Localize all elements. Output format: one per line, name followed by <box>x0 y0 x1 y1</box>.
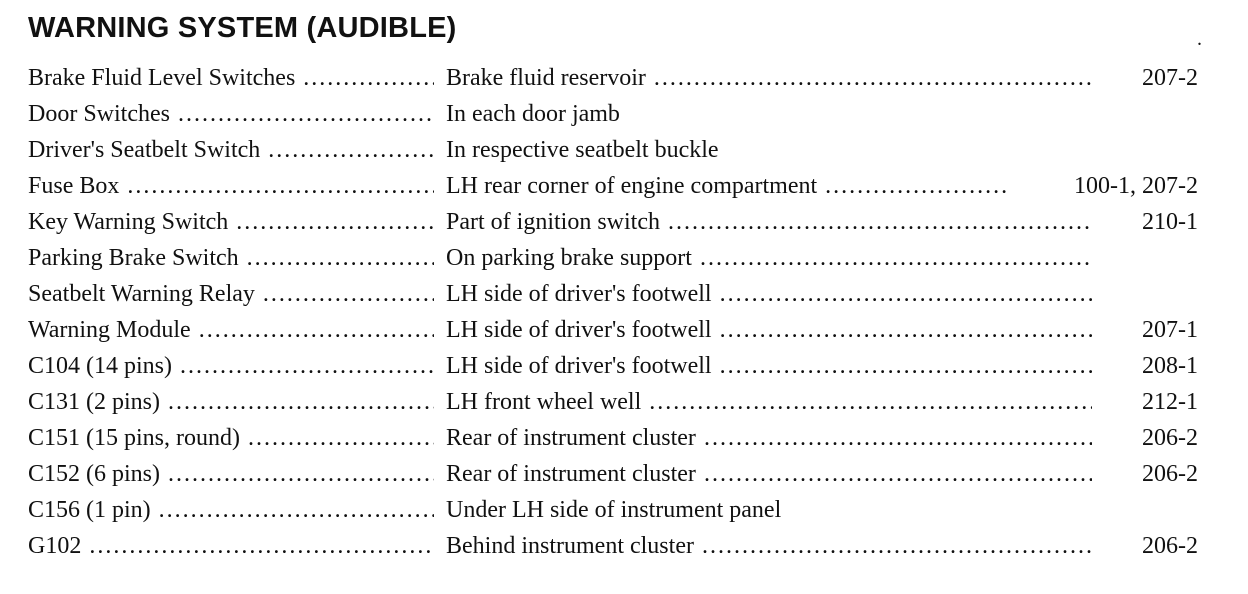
table-row <box>0 312 1248 348</box>
page-reference: 210-1 <box>1142 209 1198 235</box>
component-location: In each door jamb <box>446 101 620 127</box>
page-reference <box>1092 492 1198 528</box>
component-name: C151 (15 pins, round) ..... <box>28 420 434 456</box>
component-location: Rear of instrument cluster ..... <box>446 456 1092 492</box>
component-location: In respective seatbelt buckle <box>446 137 719 163</box>
component-name: Brake Fluid Level Switches ..... <box>28 60 434 96</box>
component-location: Brake fluid reservoir ..... <box>446 60 1092 96</box>
table-row <box>0 420 1248 456</box>
component-name: C156 (1 pin) ..... <box>28 492 434 528</box>
component-location: Under LH side of instrument panel <box>446 497 782 523</box>
page-reference: 100-1, 207-2 <box>1074 173 1198 199</box>
component-name: Fuse Box ..... <box>28 168 434 204</box>
page-reference <box>1092 96 1198 132</box>
component-name: G102 ..... <box>28 528 434 564</box>
component-location: LH side of driver's footwell ..... <box>446 312 1092 348</box>
table-row <box>0 384 1248 420</box>
component-location: Rear of instrument cluster ..... <box>446 420 1092 456</box>
component-name: Warning Module ..... <box>28 312 434 348</box>
table-row <box>0 60 1248 96</box>
table-row <box>0 132 1248 168</box>
component-location: Part of ignition switch ..... <box>446 204 1092 240</box>
page-reference: 208-1 <box>1142 353 1198 379</box>
component-name: C131 (2 pins) ..... <box>28 384 434 420</box>
component-name: Driver's Seatbelt Switch ..... <box>28 132 434 168</box>
page-reference: 207-2 <box>1142 65 1198 91</box>
table-row <box>0 348 1248 384</box>
component-location: On parking brake support ..... <box>446 240 1092 276</box>
component-location-table <box>0 60 1248 564</box>
component-location: LH front wheel well ..... <box>446 384 1092 420</box>
table-row <box>0 240 1248 276</box>
table-row <box>0 204 1248 240</box>
page-reference: 212-1 <box>1142 389 1198 415</box>
component-name: Parking Brake Switch ..... <box>28 240 434 276</box>
page-reference: 206-2 <box>1142 533 1198 559</box>
page-reference: 207-1 <box>1142 317 1198 343</box>
component-name: Key Warning Switch ..... <box>28 204 434 240</box>
component-name: Seatbelt Warning Relay ..... <box>28 276 434 312</box>
page-title: WARNING SYSTEM (AUDIBLE) <box>28 12 457 44</box>
component-name: C104 (14 pins) ..... <box>28 348 434 384</box>
page-reference <box>1092 240 1198 276</box>
table-row <box>0 96 1248 132</box>
stray-mark: . <box>1197 28 1202 50</box>
table-row <box>0 492 1248 528</box>
component-location: LH side of driver's footwell ..... <box>446 276 1092 312</box>
page-reference: 206-2 <box>1142 461 1198 487</box>
component-name: Door Switches ..... <box>28 96 434 132</box>
component-name: C152 (6 pins) ..... <box>28 456 434 492</box>
component-location: Behind instrument cluster ..... <box>446 528 1092 564</box>
table-row <box>0 276 1248 312</box>
table-row <box>0 528 1248 564</box>
table-row <box>0 456 1248 492</box>
page-reference <box>1092 132 1198 168</box>
component-location: LH side of driver's footwell ..... <box>446 348 1092 384</box>
table-row <box>0 168 1248 204</box>
page-reference: 206-2 <box>1142 425 1198 451</box>
page-reference <box>1092 276 1198 312</box>
component-location: LH rear corner of engine compartment ..... <box>446 168 1006 204</box>
